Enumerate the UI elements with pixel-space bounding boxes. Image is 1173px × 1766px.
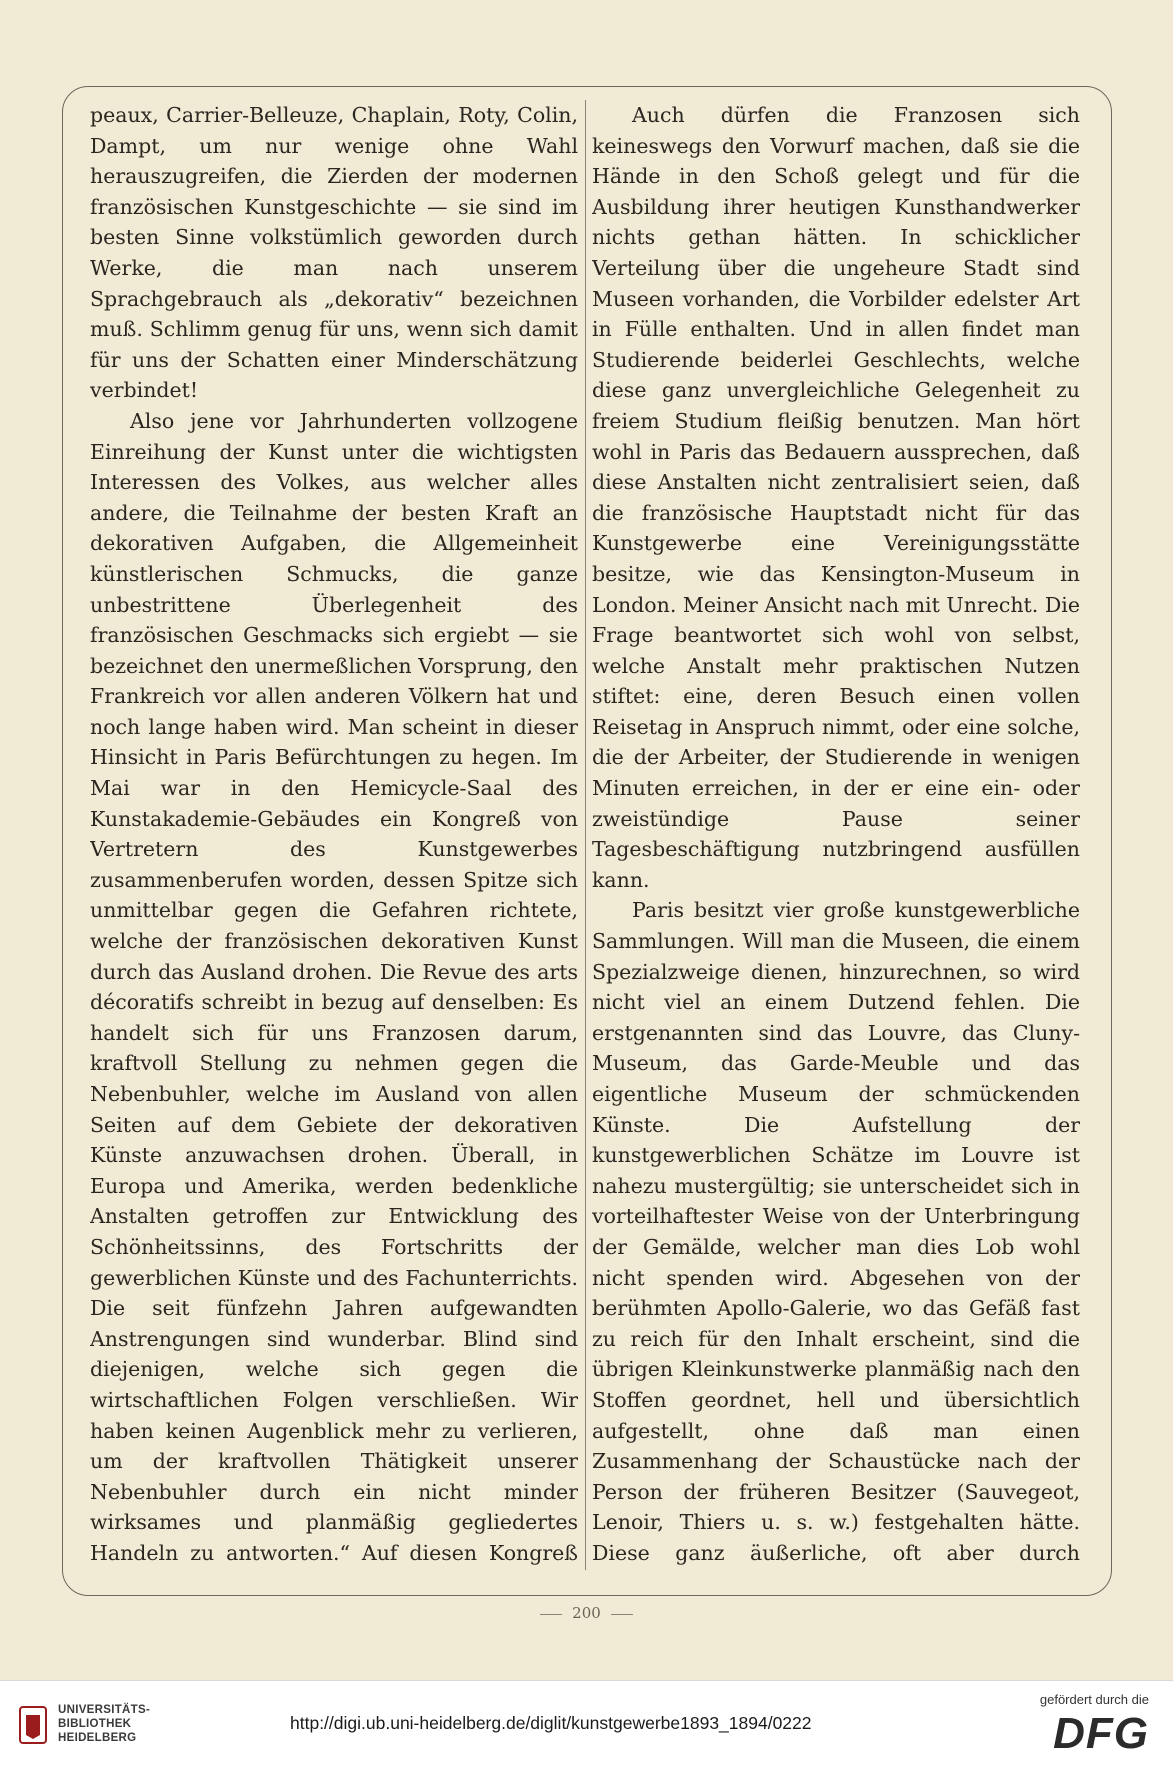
page-number-row bbox=[0, 1604, 1173, 1622]
left-column bbox=[90, 100, 578, 1570]
university-name bbox=[58, 1703, 150, 1745]
dash-divider bbox=[540, 1614, 562, 1615]
paragraph: Paris besitzt vier große kunstgewerbliche Sammlungen. Will man die Museen, die einem Spezialzweige dienen, hinzurechnen, so wird nicht viel an einem Dutzend fehlen. Die erstgenannten sind das Louvre, das Cluny-Museum, das Garde-Meuble und das eigentliche Museum der schmückenden Künste. Die Aufstellung der kunstgewerblichen Schätze im Louvre ist nahezu mustergültig; sie unterscheidet sich in vorteilhaftester Weise von der Unterbringung der Gemälde, welcher man dies Lob wohl nicht spenden wird. Abgesehen von der berühmten Apollo-Galerie, wo das Gefäß fast zu reich für den Inhalt erscheint, sind die übrigen Kleinkunstwerke planmäßig nach den Stoffen geordnet, hell und übersichtlich aufgestellt, ohne daß man einen Zusammenhang der Schaustücke nach der Person der früheren Besitzer (Sauvegeot, Lenoir, Thiers u. s. w.) festgehalten hätte. Diese ganz äußerliche, oft aber durch bbox=[592, 898, 1080, 1565]
paragraph: Also jene vor Jahrhunderten vollzogene Einreihung der Kunst unter die wichtigsten Interessen des Volkes, aus welcher alles andere, die Teilnahme der besten Kraft an dekorativen Aufgaben, die Allgemeinheit künstlerischen Schmucks, die ganze unbestrittene Überlegenheit des französischen Geschmacks sich ergiebt — sie bezeichnet den unermeßlichen Vorsprung, den Frankreich vor allen anderen Völkern hat und noch lange haben wird. Man scheint in dieser Hinsicht in Paris Befürchtungen zu hegen. Im Mai war in den Hemicycle-Saal des Kunstakademie-Gebäudes ein Kongreß von Vertretern des Kunstgewerbes zusammenberufen worden, dessen Spitze sich unmittelbar gegen die Gefahren richtete, welche der französischen dekorativen Kunst durch das Ausland drohen. Die Revue des arts décoratifs schreibt in bezug auf denselben: Es handelt sich für uns Franzosen darum, kraftvoll Stellung zu nehmen gegen die Nebenbuhler, welche im Ausland von allen Seiten auf dem Gebiete der dekorativen Künste anzuwachsen drohen. Überall, in Europa und Amerika, werden bedenkliche Anstalten getroffen zur Entwicklung des Schönheitssinns, des Fortschritts der gewerblichen Künste und des Fachunterrichts. Die seit fünfzehn Jahren aufgewandten Anstrengungen sind wunderbar. Blind sind diejenigen, welche sich gegen die wirtschaftlichen Folgen verschließen. Wir haben keinen Augenblick mehr zu verlieren, um der kraftvollen Thätigkeit unserer Nebenbuhler durch ein nicht minder wirksames und planmäßig gegliedertes Handeln zu antworten.“ Auf diesen Kongreß bbox=[90, 408, 578, 1565]
funded-by-text: gefördert durch die bbox=[1039, 1692, 1149, 1707]
right-column bbox=[592, 100, 1080, 1570]
page-number: 200 bbox=[572, 1604, 601, 1622]
footer-bar bbox=[0, 1680, 1173, 1766]
university-name-line: UNIVERSITÄTS- bbox=[58, 1704, 151, 1716]
dfg-logo: DFG bbox=[1053, 1709, 1149, 1758]
paragraph: Auch dürfen die Franzosen sich keineswegs den Vorwurf machen, daß sie die Hände in den Schoß gelegt und für die Ausbildung ihrer heutigen Kunsthandwerker nichts gethan hätten. In schicklicher Verteilung über die ungeheure Stadt sind Museen vorhanden, die Vorbilder edelster Art in Fülle enthalten. Und in allen findet man Studierende beiderlei Geschlechts, welche diese ganz unvergleichliche Gelegenheit zu freiem Studium fleißig benutzen. Man hört wohl in Paris das Bedauern aussprechen, daß diese Anstalten nicht zentralisiert seien, daß die französische Hauptstadt nicht für das Kunstgewerbe eine Vereinigungsstätte besitze, wie das Kensington-Museum in London. Meiner Ansicht nach mit Unrecht. Die Frage beantwortet sich wohl von selbst, welche Anstalt mehr praktischen Nutzen stiftet: eine, deren Besuch einen vollen Reisetag in Anspruch nimmt, oder eine solche, die der Arbeiter, der Studierende in wenigen Minuten erreichen, in der er eine ein- oder zweistündige Pause seiner Tagesbeschäftigung nutzbringend ausfüllen kann. bbox=[592, 103, 1080, 892]
university-name-line: BIBLIOTHEK bbox=[58, 1718, 132, 1730]
paragraph: peaux, Carrier-Belleuze, Chaplain, Roty, Colin, Dampt, um nur wenige ohne Wahl herauszugreifen, die Zierden der modernen französischen Kunstgeschichte — sie sind im besten Sinne volkstümlich geworden durch Werke, die man nach unserem Sprachgebrauch als „dekorativ“ bezeichnen muß. Schlimm genug für uns, wenn sich damit für uns der Schatten einer Minderschätzung verbindet! bbox=[90, 103, 578, 403]
dash-divider bbox=[611, 1614, 633, 1615]
column-divider bbox=[585, 100, 586, 1570]
source-url-link[interactable]: http://digi.ub.uni-heidelberg.de/diglit/kunstgewerbe1893_1894/0222 bbox=[290, 1713, 812, 1733]
university-seal-icon bbox=[18, 1705, 48, 1745]
university-name-line: HEIDELBERG bbox=[58, 1732, 137, 1744]
